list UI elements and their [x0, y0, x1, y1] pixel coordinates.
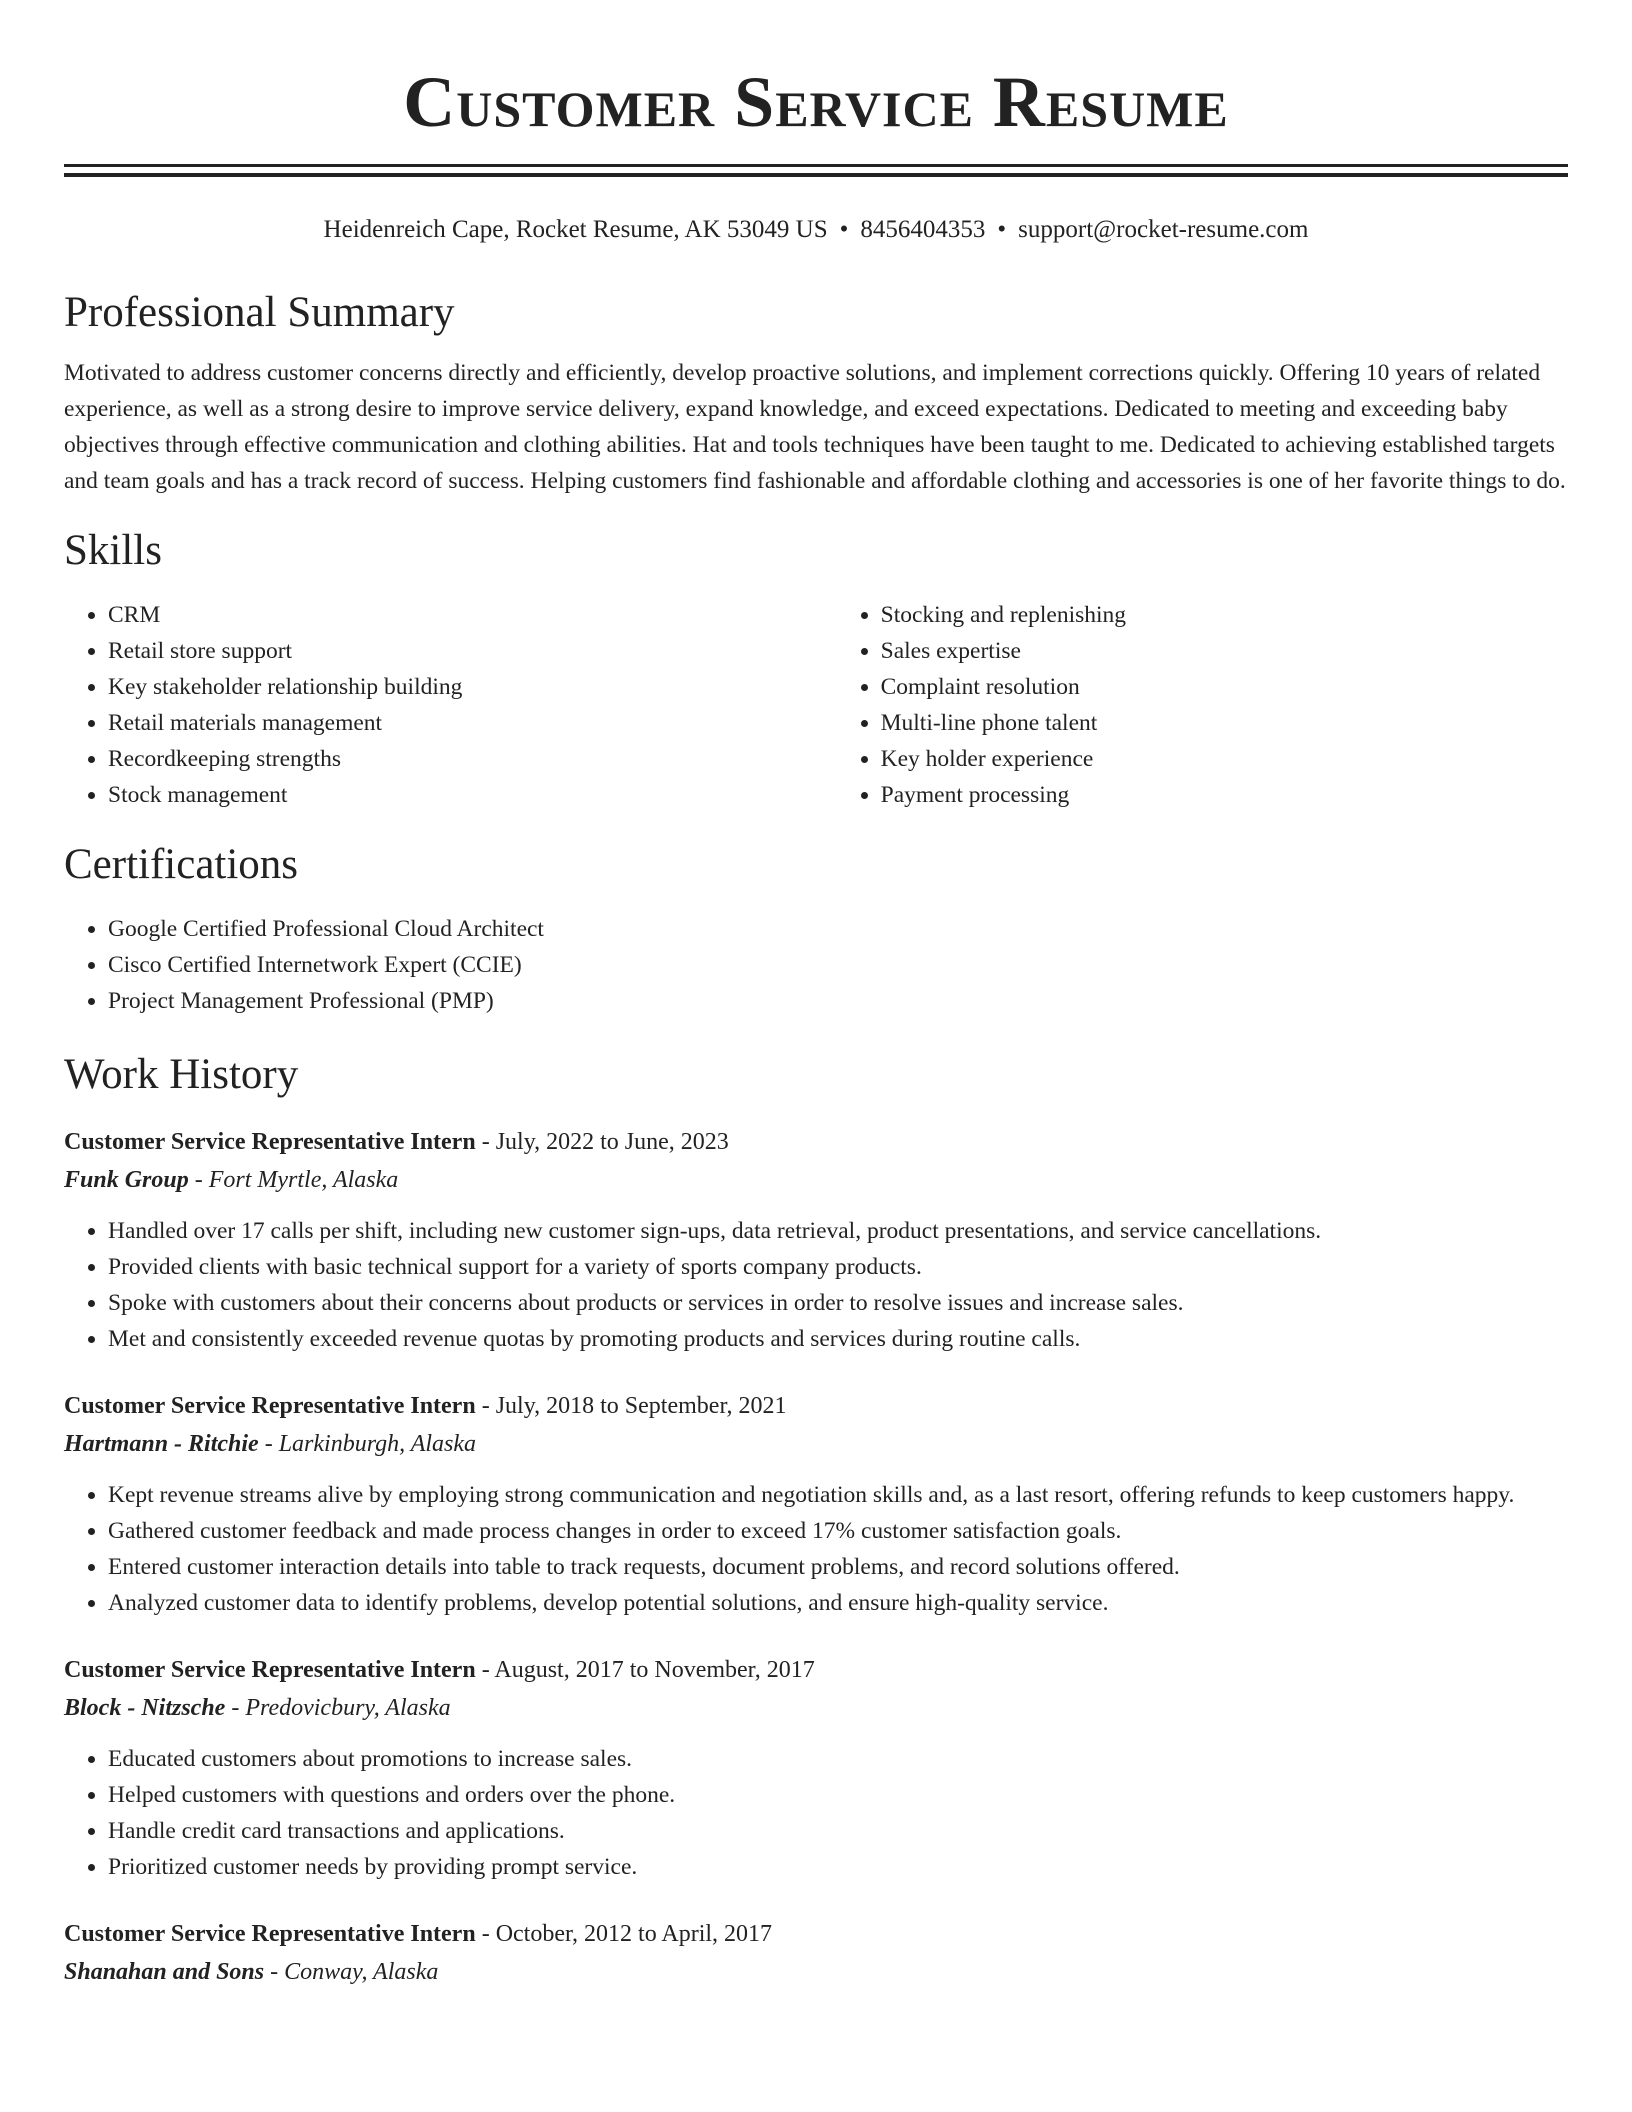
- skills-column-right: [837, 597, 1568, 813]
- job-company: Shanahan and Sons: [64, 1959, 265, 1985]
- job-location: Conway, Alaska: [284, 1959, 439, 1985]
- summary-heading: Professional Summary: [64, 289, 455, 336]
- certification-item: • Project Management Professional (PMP): [108, 983, 1568, 1019]
- job-company-line: Shanahan and Sons - Conway, Alaska: [64, 1959, 439, 1985]
- job-bullet: • Gathered customer feedback and made process changes in order to exceed 17% customer satisfaction goals.: [108, 1513, 1568, 1549]
- job-bullets: [64, 1477, 1568, 1621]
- job-title-line: Customer Service Representative Intern - July, 2018 to September, 2021: [64, 1393, 787, 1419]
- certifications-heading: Certifications: [64, 841, 299, 888]
- job-bullet: • Analyzed customer data to identify problems, develop potential solutions, and ensure high-quality service.: [108, 1585, 1568, 1621]
- job-company-line: Funk Group - Fort Myrtle, Alaska: [64, 1167, 399, 1193]
- job-dates: August, 2017 to November, 2017: [494, 1657, 815, 1683]
- job-company: Hartmann - Ritchie: [64, 1431, 259, 1457]
- job-bullet: • Met and consistently exceeded revenue quotas by promoting products and services during routine calls.: [108, 1321, 1568, 1357]
- job-location: Predovicbury, Alaska: [245, 1695, 451, 1721]
- certifications-list: [64, 911, 1568, 1019]
- job-bullet: • Kept revenue streams alive by employing strong communication and negotiation skills and, as a last resort, offering refunds to keep customers happy.: [108, 1477, 1568, 1513]
- title-divider-bottom: [64, 173, 1568, 177]
- job-bullet: • Spoke with customers about their concerns about products or services in order to resolve issues and increase sales.: [108, 1285, 1568, 1321]
- job-company-line: Hartmann - Ritchie - Larkinburgh, Alaska: [64, 1431, 477, 1457]
- skill-item: • CRM: [108, 597, 837, 633]
- contact-phone: 8456404353: [860, 216, 986, 243]
- job-bullet: • Entered customer interaction details into table to track requests, document problems, and record solutions offered.: [108, 1549, 1568, 1585]
- contact-address: Heidenreich Cape, Rocket Resume, AK 53049 US: [323, 216, 828, 243]
- job-entry: [64, 1651, 1568, 1885]
- contact-line: [64, 213, 1568, 247]
- job-entry: [64, 1123, 1568, 1357]
- skills-column-left: [64, 597, 837, 813]
- job-bullet: • Prioritized customer needs by providing prompt service.: [108, 1849, 1568, 1885]
- job-dates: October, 2012 to April, 2017: [495, 1921, 773, 1947]
- title-divider-top: [64, 164, 1568, 167]
- job-title: Customer Service Representative Intern: [64, 1921, 476, 1947]
- contact-email: support@rocket-resume.com: [1018, 216, 1309, 243]
- skill-item: • Retail materials management: [108, 705, 837, 741]
- job-bullets: [64, 1741, 1568, 1885]
- skills-list: [64, 597, 1568, 813]
- skill-item: • Key stakeholder relationship building: [108, 669, 837, 705]
- job-entry: [64, 1387, 1568, 1621]
- skill-item: • Retail store support: [108, 633, 837, 669]
- summary-text: Motivated to address customer concerns directly and efficiently, develop proactive solutions, and implement corrections quickly. Offering 10 years of related experience, as well as a strong desire to improve service delivery, expand knowledge, and exceed expectations. Dedicated to meeting and exceeding baby objectives through effective communication and clothing abilities. Hat and tools techniques have been taught to me. Dedicated to achieving established targets and team goals and has a track record of success. Helping customers find fashionable and affordable clothing and accessories is one of her favorite things to do.: [64, 360, 1566, 494]
- skills-heading: Skills: [64, 527, 162, 574]
- skill-item: • Multi-line phone talent: [881, 705, 1568, 741]
- skill-item: • Complaint resolution: [881, 669, 1568, 705]
- job-location: Fort Myrtle, Alaska: [208, 1167, 399, 1193]
- job-company-line: Block - Nitzsche - Predovicbury, Alaska: [64, 1695, 451, 1721]
- job-title: Customer Service Representative Intern: [64, 1657, 476, 1683]
- certification-item: • Google Certified Professional Cloud Architect: [108, 911, 1568, 947]
- job-dates: July, 2022 to June, 2023: [495, 1129, 729, 1155]
- job-location: Larkinburgh, Alaska: [278, 1431, 477, 1457]
- job-title-line: Customer Service Representative Intern - August, 2017 to November, 2017: [64, 1657, 815, 1683]
- job-bullet: • Handle credit card transactions and applications.: [108, 1813, 1568, 1849]
- contact-separator: •: [839, 216, 849, 243]
- skill-item: • Stocking and replenishing: [881, 597, 1568, 633]
- skill-item: • Key holder experience: [881, 741, 1568, 777]
- skill-item: • Recordkeeping strengths: [108, 741, 837, 777]
- skill-item: • Sales expertise: [881, 633, 1568, 669]
- work-history-heading: Work History: [64, 1051, 299, 1098]
- job-entry: [64, 1915, 1568, 1991]
- skill-item: • Payment processing: [881, 777, 1568, 813]
- job-bullets: [64, 1213, 1568, 1357]
- job-bullet: • Handled over 17 calls per shift, including new customer sign-ups, data retrieval, product presentations, and service cancellations.: [108, 1213, 1568, 1249]
- resume-title: Customer Service Resume: [403, 62, 1229, 142]
- job-title: Customer Service Representative Intern: [64, 1129, 476, 1155]
- job-company: Block - Nitzsche: [64, 1695, 226, 1721]
- job-title-line: Customer Service Representative Intern - October, 2012 to April, 2017: [64, 1921, 773, 1947]
- job-bullet: • Provided clients with basic technical support for a variety of sports company products.: [108, 1249, 1568, 1285]
- job-bullet: • Educated customers about promotions to increase sales.: [108, 1741, 1568, 1777]
- job-company: Funk Group: [64, 1167, 189, 1193]
- skill-item: • Stock management: [108, 777, 837, 813]
- contact-separator: •: [997, 216, 1007, 243]
- certification-item: • Cisco Certified Internetwork Expert (CCIE): [108, 947, 1568, 983]
- job-title: Customer Service Representative Intern: [64, 1393, 476, 1419]
- job-dates: July, 2018 to September, 2021: [495, 1393, 787, 1419]
- job-title-line: Customer Service Representative Intern - July, 2022 to June, 2023: [64, 1129, 729, 1155]
- job-bullet: • Helped customers with questions and orders over the phone.: [108, 1777, 1568, 1813]
